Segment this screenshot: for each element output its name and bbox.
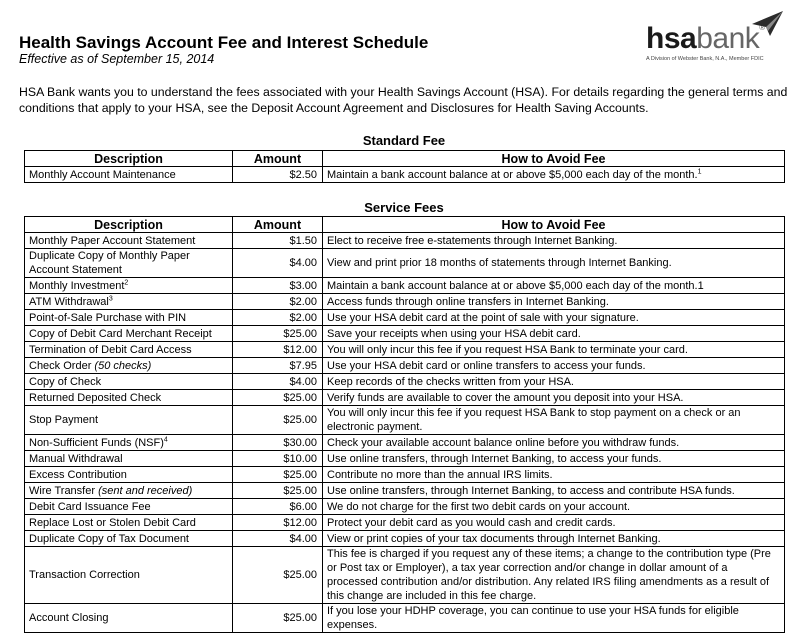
fee-amount: $12.00 [233,515,323,531]
table-row [25,342,785,358]
how-to-avoid-fee: Check your available account balance online before you withdraw funds. [323,435,785,451]
column-header-description: Description [25,151,233,167]
table-row [25,167,785,183]
fee-amount: $25.00 [233,483,323,499]
table-row [25,358,785,374]
service-fees-table [24,216,785,633]
standard-fee-table [24,150,785,183]
fee-description: Monthly Investment$^2$ [25,278,233,294]
how-to-avoid-fee: Save your receipts when using your HSA debit card. [323,326,785,342]
how-to-avoid-fee: You will only incur this fee if you request HSA Bank to stop payment on a check or an electronic payment. [323,406,785,435]
table-row [25,483,785,499]
table-row [25,326,785,342]
fee-description: Transaction Correction [25,547,233,604]
fee-amount: $3.00 [233,278,323,294]
fee-description: Debit Card Issuance Fee [25,499,233,515]
fee-amount: $2.00 [233,294,323,310]
fee-description: Monthly Account Maintenance [25,167,233,183]
how-to-avoid-fee: You will only incur this fee if you request HSA Bank to terminate your card. [323,342,785,358]
table-row [25,435,785,451]
intro-paragraph: HSA Bank wants you to understand the fees associated with your Health Savings Account (HSA). For details regarding the general terms and conditions that apply to your HSA, see the Deposit Account Agreement and Disclosures for Health Saving Accounts. [19,85,788,115]
how-to-avoid-fee: Elect to receive free e-statements through Internet Banking. [323,233,785,249]
logo-tagline: A Division of Webster Bank, N.A., Member FDIC [646,56,764,62]
table-header-row [25,217,785,233]
how-to-avoid-fee: View and print prior 18 months of statements through Internet Banking. [323,249,785,278]
how-to-avoid-fee: Keep records of the checks written from your HSA. [323,374,785,390]
service-fees-heading: Service Fees [364,200,444,215]
fee-description: ATM Withdrawal$^3$ [25,294,233,310]
fee-description: Point-of-Sale Purchase with PIN [25,310,233,326]
logo-wordmark: hsabank® [646,22,765,55]
fee-description: Manual Withdrawal [25,451,233,467]
how-to-avoid-fee: View or print copies of your tax documents through Internet Banking. [323,531,785,547]
fee-description: Excess Contribution [25,467,233,483]
page-title: Health Savings Account Fee and Interest Schedule [19,33,429,52]
fee-amount: $7.95 [233,358,323,374]
table-row [25,390,785,406]
fee-amount: $6.00 [233,499,323,515]
fee-description: Replace Lost or Stolen Debit Card [25,515,233,531]
how-to-avoid-fee: Maintain a bank account balance at or above $5,000 each day of the month.1 [323,278,785,294]
table-row [25,467,785,483]
column-header-how-to-avoid: How to Avoid Fee [323,151,785,167]
how-to-avoid-fee: Use online transfers, through Internet Banking, to access and contribute HSA funds. [323,483,785,499]
column-header-description: Description [25,217,233,233]
fee-amount: $30.00 [233,435,323,451]
how-to-avoid-fee: Use your HSA debit card or online transfers to access your funds. [323,358,785,374]
paper-plane-icon [752,10,784,38]
how-to-avoid-fee: Maintain a bank account balance at or above $5,000 each day of the month.$^1$ [323,167,785,183]
table-row [25,451,785,467]
table-row [25,515,785,531]
standard-fee-heading: Standard Fee [362,133,446,148]
fee-description: Copy of Debit Card Merchant Receipt [25,326,233,342]
table-row [25,531,785,547]
fee-description: Returned Deposited Check [25,390,233,406]
table-row [25,547,785,604]
how-to-avoid-fee: Contribute no more than the annual IRS limits. [323,467,785,483]
fee-description: Non-Sufficient Funds (NSF)$^4$ [25,435,233,451]
how-to-avoid-fee: This fee is charged if you request any of these items; a change to the contribution type (Pre or Post tax or Employer), a tax year correction and/or change in dollar amount of a processed contribution and/or distribution. Any related IRS filing amendments as a result of this change are included in this fee charge. [323,547,785,604]
column-header-amount: Amount [233,217,323,233]
fee-description: Check Order (50 checks) [25,358,233,374]
fee-amount: $2.00 [233,310,323,326]
fee-amount: $25.00 [233,467,323,483]
how-to-avoid-fee: Access funds through online transfers in Internet Banking. [323,294,785,310]
column-header-how-to-avoid: How to Avoid Fee [323,217,785,233]
fee-description: Monthly Paper Account Statement [25,233,233,249]
fee-amount: $10.00 [233,451,323,467]
fee-description: Copy of Check [25,374,233,390]
fee-amount: $25.00 [233,604,323,633]
effective-date: Effective as of September 15, 2014 [19,52,215,66]
table-row [25,406,785,435]
how-to-avoid-fee: If you lose your HDHP coverage, you can continue to use your HSA funds for eligible expenses. [323,604,785,633]
table-row [25,499,785,515]
how-to-avoid-fee: Protect your debit card as you would cash and credit cards. [323,515,785,531]
fee-amount: $25.00 [233,390,323,406]
how-to-avoid-fee: Verify funds are available to cover the amount you deposit into your HSA. [323,390,785,406]
table-row [25,294,785,310]
table-header-row [25,151,785,167]
fee-description: Termination of Debit Card Access [25,342,233,358]
how-to-avoid-fee: Use online transfers, through Internet Banking, to access your funds. [323,451,785,467]
fee-amount: $1.50 [233,233,323,249]
hsa-bank-logo [644,10,784,70]
fee-description: Duplicate Copy of Tax Document [25,531,233,547]
how-to-avoid-fee: Use your HSA debit card at the point of sale with your signature. [323,310,785,326]
fee-description: Wire Transfer (sent and received) [25,483,233,499]
fee-amount: $25.00 [233,406,323,435]
fee-description: Duplicate Copy of Monthly Paper Account Statement [25,249,233,278]
table-row [25,604,785,633]
table-row [25,374,785,390]
table-row [25,278,785,294]
column-header-amount: Amount [233,151,323,167]
fee-amount: $2.50 [233,167,323,183]
table-row [25,310,785,326]
fee-amount: $4.00 [233,374,323,390]
fee-amount: $4.00 [233,531,323,547]
fee-amount: $25.00 [233,326,323,342]
fee-description: Account Closing [25,604,233,633]
fee-amount: $12.00 [233,342,323,358]
fee-amount: $4.00 [233,249,323,278]
fee-description: Stop Payment [25,406,233,435]
table-row [25,249,785,278]
fee-amount: $25.00 [233,547,323,604]
how-to-avoid-fee: We do not charge for the first two debit cards on your account. [323,499,785,515]
table-row [25,233,785,249]
